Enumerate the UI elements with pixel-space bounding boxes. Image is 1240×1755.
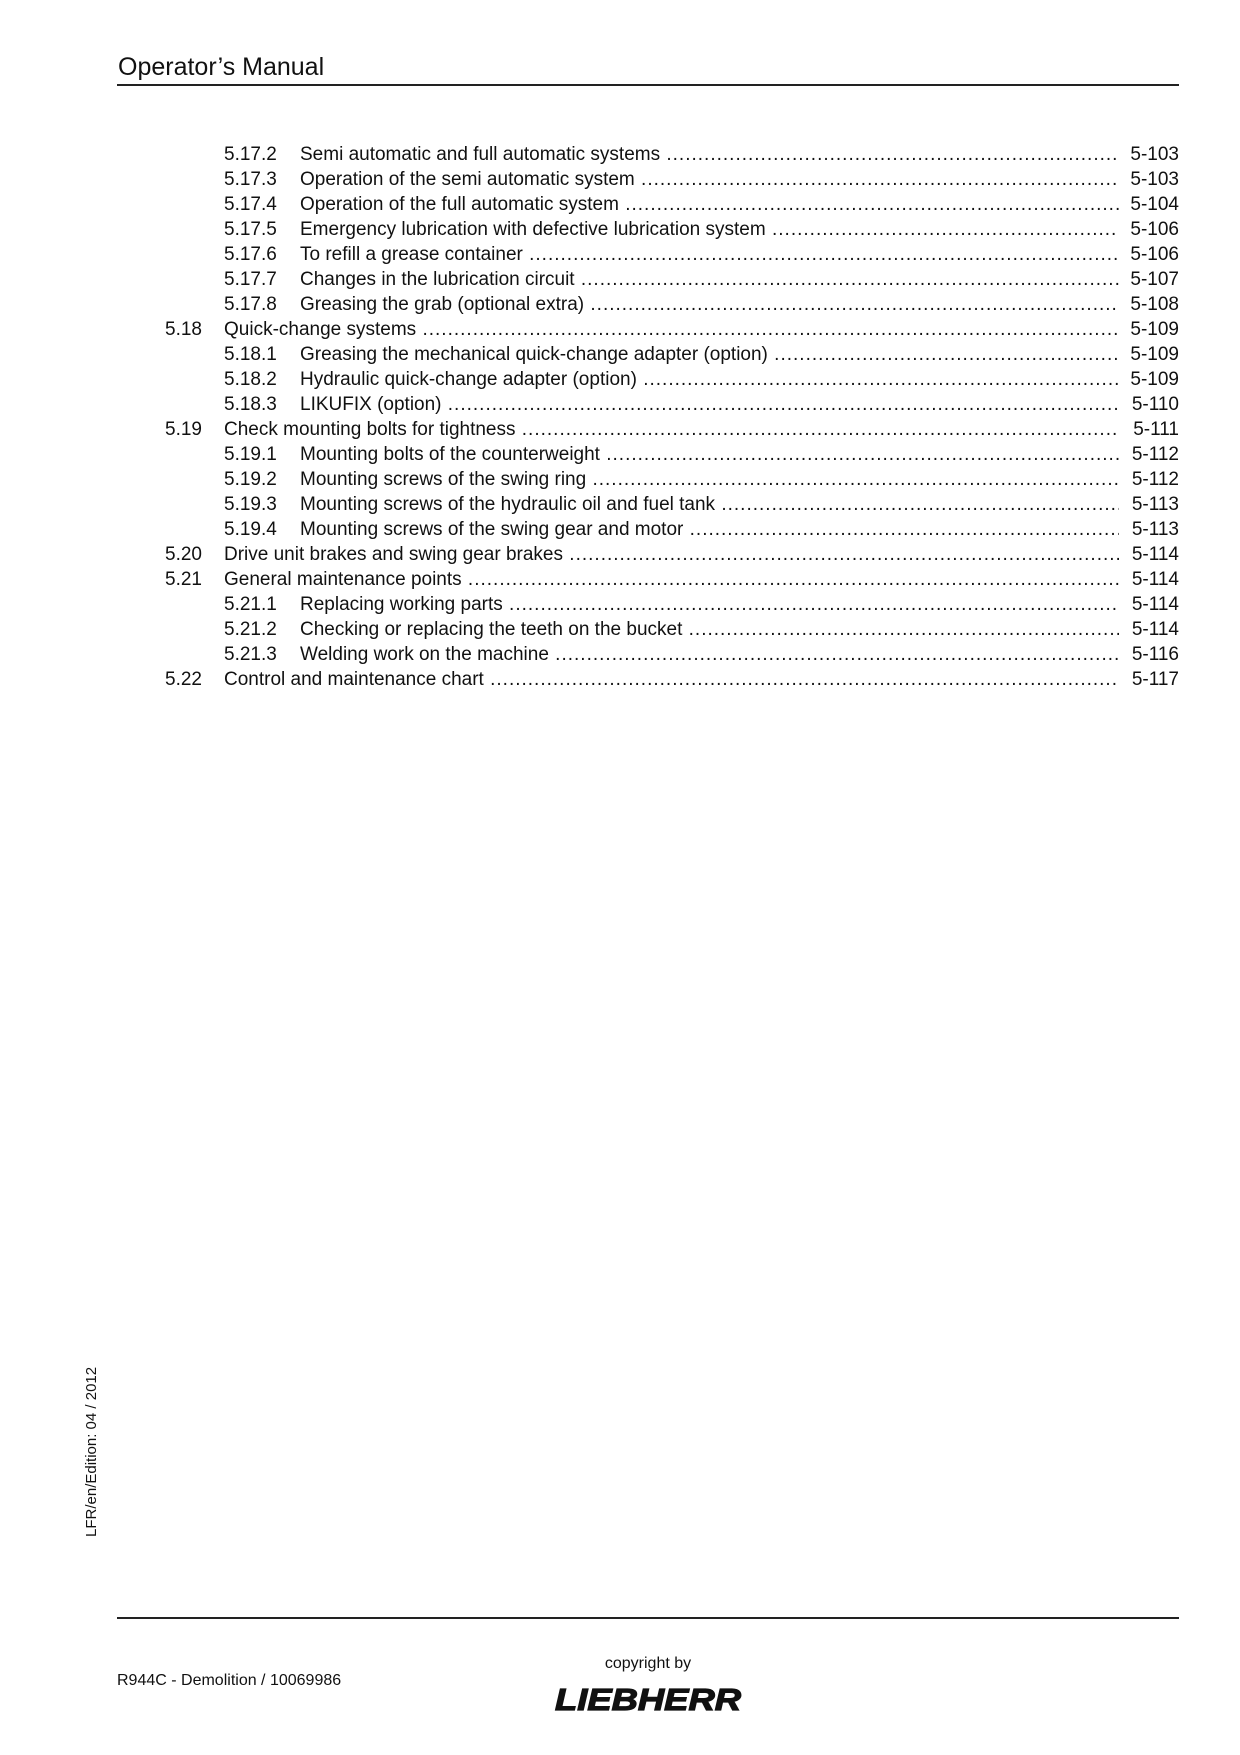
toc-entry-number: 5.17.2 <box>224 144 277 165</box>
toc-entry-title-text: Drive unit brakes and swing gear brakes <box>224 544 564 565</box>
toc-entry-number: 5.17.4 <box>224 194 277 215</box>
toc-entry[interactable] <box>117 667 1179 692</box>
toc-entry-page: 5-103 <box>1119 142 1179 167</box>
table-of-contents <box>117 142 1179 692</box>
toc-entry-title <box>300 492 1119 517</box>
toc-entry-title-text: Hydraulic quick-change adapter (option) <box>300 369 637 390</box>
toc-entry-number: 5.18.2 <box>224 369 277 390</box>
toc-entry-page: 5-114 <box>1119 567 1179 592</box>
toc-entry-page: 5-114 <box>1119 542 1179 567</box>
toc-entry[interactable] <box>117 367 1179 392</box>
toc-entry-number: 5.21 <box>165 569 202 590</box>
toc-entry-title-text: Quick-change systems <box>224 319 417 340</box>
toc-entry-title <box>300 342 1119 367</box>
toc-entry-title-text: Mounting screws of the swing gear and motor <box>300 519 684 540</box>
toc-entry-page: 5-107 <box>1119 267 1179 292</box>
toc-entry-page: 5-106 <box>1119 242 1179 267</box>
toc-entry-title-text: Emergency lubrication with defective lubrication system <box>300 219 766 240</box>
toc-entry-page: 5-113 <box>1119 517 1179 542</box>
toc-entry-title-text: Operation of the full automatic system <box>300 194 619 215</box>
toc-entry-title-text: Mounting screws of the swing ring <box>300 469 587 490</box>
toc-entry-title-text: To refill a grease container <box>300 244 523 265</box>
toc-entry-title <box>224 417 1119 442</box>
toc-entry[interactable] <box>117 417 1179 442</box>
toc-entry-number: 5.17.8 <box>224 294 277 315</box>
edition-label: LFR/en/Edition: 04 / 2012 <box>83 1366 100 1537</box>
toc-entry-title-text: Mounting bolts of the counterweight <box>300 444 600 465</box>
footer-divider <box>117 1617 1179 1619</box>
toc-entry[interactable] <box>117 217 1179 242</box>
toc-entry[interactable] <box>117 192 1179 217</box>
toc-entry[interactable] <box>117 292 1179 317</box>
toc-entry-number: 5.18 <box>165 319 202 340</box>
toc-entry-number: 5.17.5 <box>224 219 277 240</box>
toc-entry[interactable] <box>117 592 1179 617</box>
toc-entry-page: 5-111 <box>1119 417 1179 442</box>
toc-entry-number: 5.22 <box>165 669 202 690</box>
header-divider <box>117 84 1179 86</box>
toc-entry-page: 5-112 <box>1119 442 1179 467</box>
toc-entry[interactable] <box>117 617 1179 642</box>
toc-entry-number: 5.18.1 <box>224 344 277 365</box>
toc-entry-title <box>300 642 1119 667</box>
toc-entry-number: 5.18.3 <box>224 394 277 415</box>
toc-entry-title-text: Greasing the grab (optional extra) <box>300 294 585 315</box>
toc-entry-number: 5.19.3 <box>224 494 277 515</box>
toc-entry[interactable] <box>117 517 1179 542</box>
footer-copyright: copyright by <box>604 1655 692 1672</box>
toc-entry-title <box>300 367 1119 392</box>
toc-entry-number: 5.17.6 <box>224 244 277 265</box>
toc-entry-page: 5-106 <box>1119 217 1179 242</box>
toc-entry-title <box>300 142 1119 167</box>
liebherr-logo <box>553 1684 743 1714</box>
toc-entry-title <box>224 317 1119 342</box>
liebherr-logo-text: LIEBHERR <box>555 1684 742 1714</box>
toc-entry-title <box>300 617 1119 642</box>
toc-entry-page: 5-103 <box>1119 167 1179 192</box>
toc-entry-title <box>300 517 1119 542</box>
toc-entry-number: 5.19.2 <box>224 469 277 490</box>
toc-entry-title-text: Check mounting bolts for tightness <box>224 419 516 440</box>
toc-entry-title-text: Greasing the mechanical quick-change adapter (option) <box>300 344 768 365</box>
toc-entry-title <box>300 242 1119 267</box>
toc-entry[interactable] <box>117 267 1179 292</box>
toc-entry-page: 5-109 <box>1119 367 1179 392</box>
toc-entry-title <box>224 567 1119 592</box>
toc-entry[interactable] <box>117 642 1179 667</box>
toc-entry-title <box>300 592 1119 617</box>
toc-entry-number: 5.21.1 <box>224 594 277 615</box>
toc-entry-title <box>224 542 1119 567</box>
toc-entry-page: 5-110 <box>1119 392 1179 417</box>
toc-entry-title <box>224 667 1119 692</box>
toc-entry-title <box>300 192 1119 217</box>
toc-entry-title <box>300 167 1119 192</box>
toc-entry-title <box>300 442 1119 467</box>
toc-entry-title-text: Control and maintenance chart <box>224 669 484 690</box>
toc-entry-title-text: Replacing working parts <box>300 594 503 615</box>
toc-entry-page: 5-109 <box>1119 342 1179 367</box>
toc-entry-number: 5.20 <box>165 544 202 565</box>
toc-entry-number: 5.21.2 <box>224 619 277 640</box>
toc-entry-page: 5-108 <box>1119 292 1179 317</box>
toc-entry-title-text: General maintenance points <box>224 569 462 590</box>
toc-entry-title <box>300 392 1119 417</box>
toc-entry-page: 5-112 <box>1119 467 1179 492</box>
toc-entry-title-text: Changes in the lubrication circuit <box>300 269 575 290</box>
toc-entry-title <box>300 292 1119 317</box>
toc-entry-number: 5.21.3 <box>224 644 277 665</box>
toc-entry-page: 5-116 <box>1119 642 1179 667</box>
toc-entry[interactable] <box>117 392 1179 417</box>
toc-entry[interactable] <box>117 342 1179 367</box>
toc-entry-number: 5.19 <box>165 419 202 440</box>
toc-entry[interactable] <box>117 542 1179 567</box>
page-header-title: Operator’s Manual <box>118 53 325 81</box>
toc-entry-page: 5-109 <box>1119 317 1179 342</box>
toc-entry-number: 5.19.1 <box>224 444 277 465</box>
toc-entry[interactable] <box>117 492 1179 517</box>
toc-entry-title-text: Checking or replacing the teeth on the bucket <box>300 619 683 640</box>
toc-entry-title-text: Operation of the semi automatic system <box>300 169 635 190</box>
toc-entry-number: 5.17.3 <box>224 169 277 190</box>
toc-entry-number: 5.19.4 <box>224 519 277 540</box>
toc-entry-title <box>300 467 1119 492</box>
toc-entry[interactable] <box>117 167 1179 192</box>
toc-entry-title <box>300 217 1119 242</box>
footer-document-id: R944C - Demolition / 10069986 <box>117 1672 342 1689</box>
toc-entry[interactable] <box>117 442 1179 467</box>
toc-entry-title-text: Welding work on the machine <box>300 644 549 665</box>
toc-entry-page: 5-104 <box>1119 192 1179 217</box>
toc-entry[interactable] <box>117 317 1179 342</box>
toc-entry-title-text: LIKUFIX (option) <box>300 394 442 415</box>
toc-entry-page: 5-113 <box>1119 492 1179 517</box>
toc-entry-page: 5-117 <box>1119 667 1179 692</box>
toc-entry-title-text: Mounting screws of the hydraulic oil and fuel tank <box>300 494 716 515</box>
toc-entry[interactable] <box>117 467 1179 492</box>
toc-entry-title <box>300 267 1119 292</box>
toc-entry-page: 5-114 <box>1119 617 1179 642</box>
toc-entry-number: 5.17.7 <box>224 269 277 290</box>
toc-entry-page: 5-114 <box>1119 592 1179 617</box>
toc-entry[interactable] <box>117 142 1179 167</box>
toc-entry[interactable] <box>117 567 1179 592</box>
toc-entry-title-text: Semi automatic and full automatic systems <box>300 144 661 165</box>
toc-entry[interactable] <box>117 242 1179 267</box>
